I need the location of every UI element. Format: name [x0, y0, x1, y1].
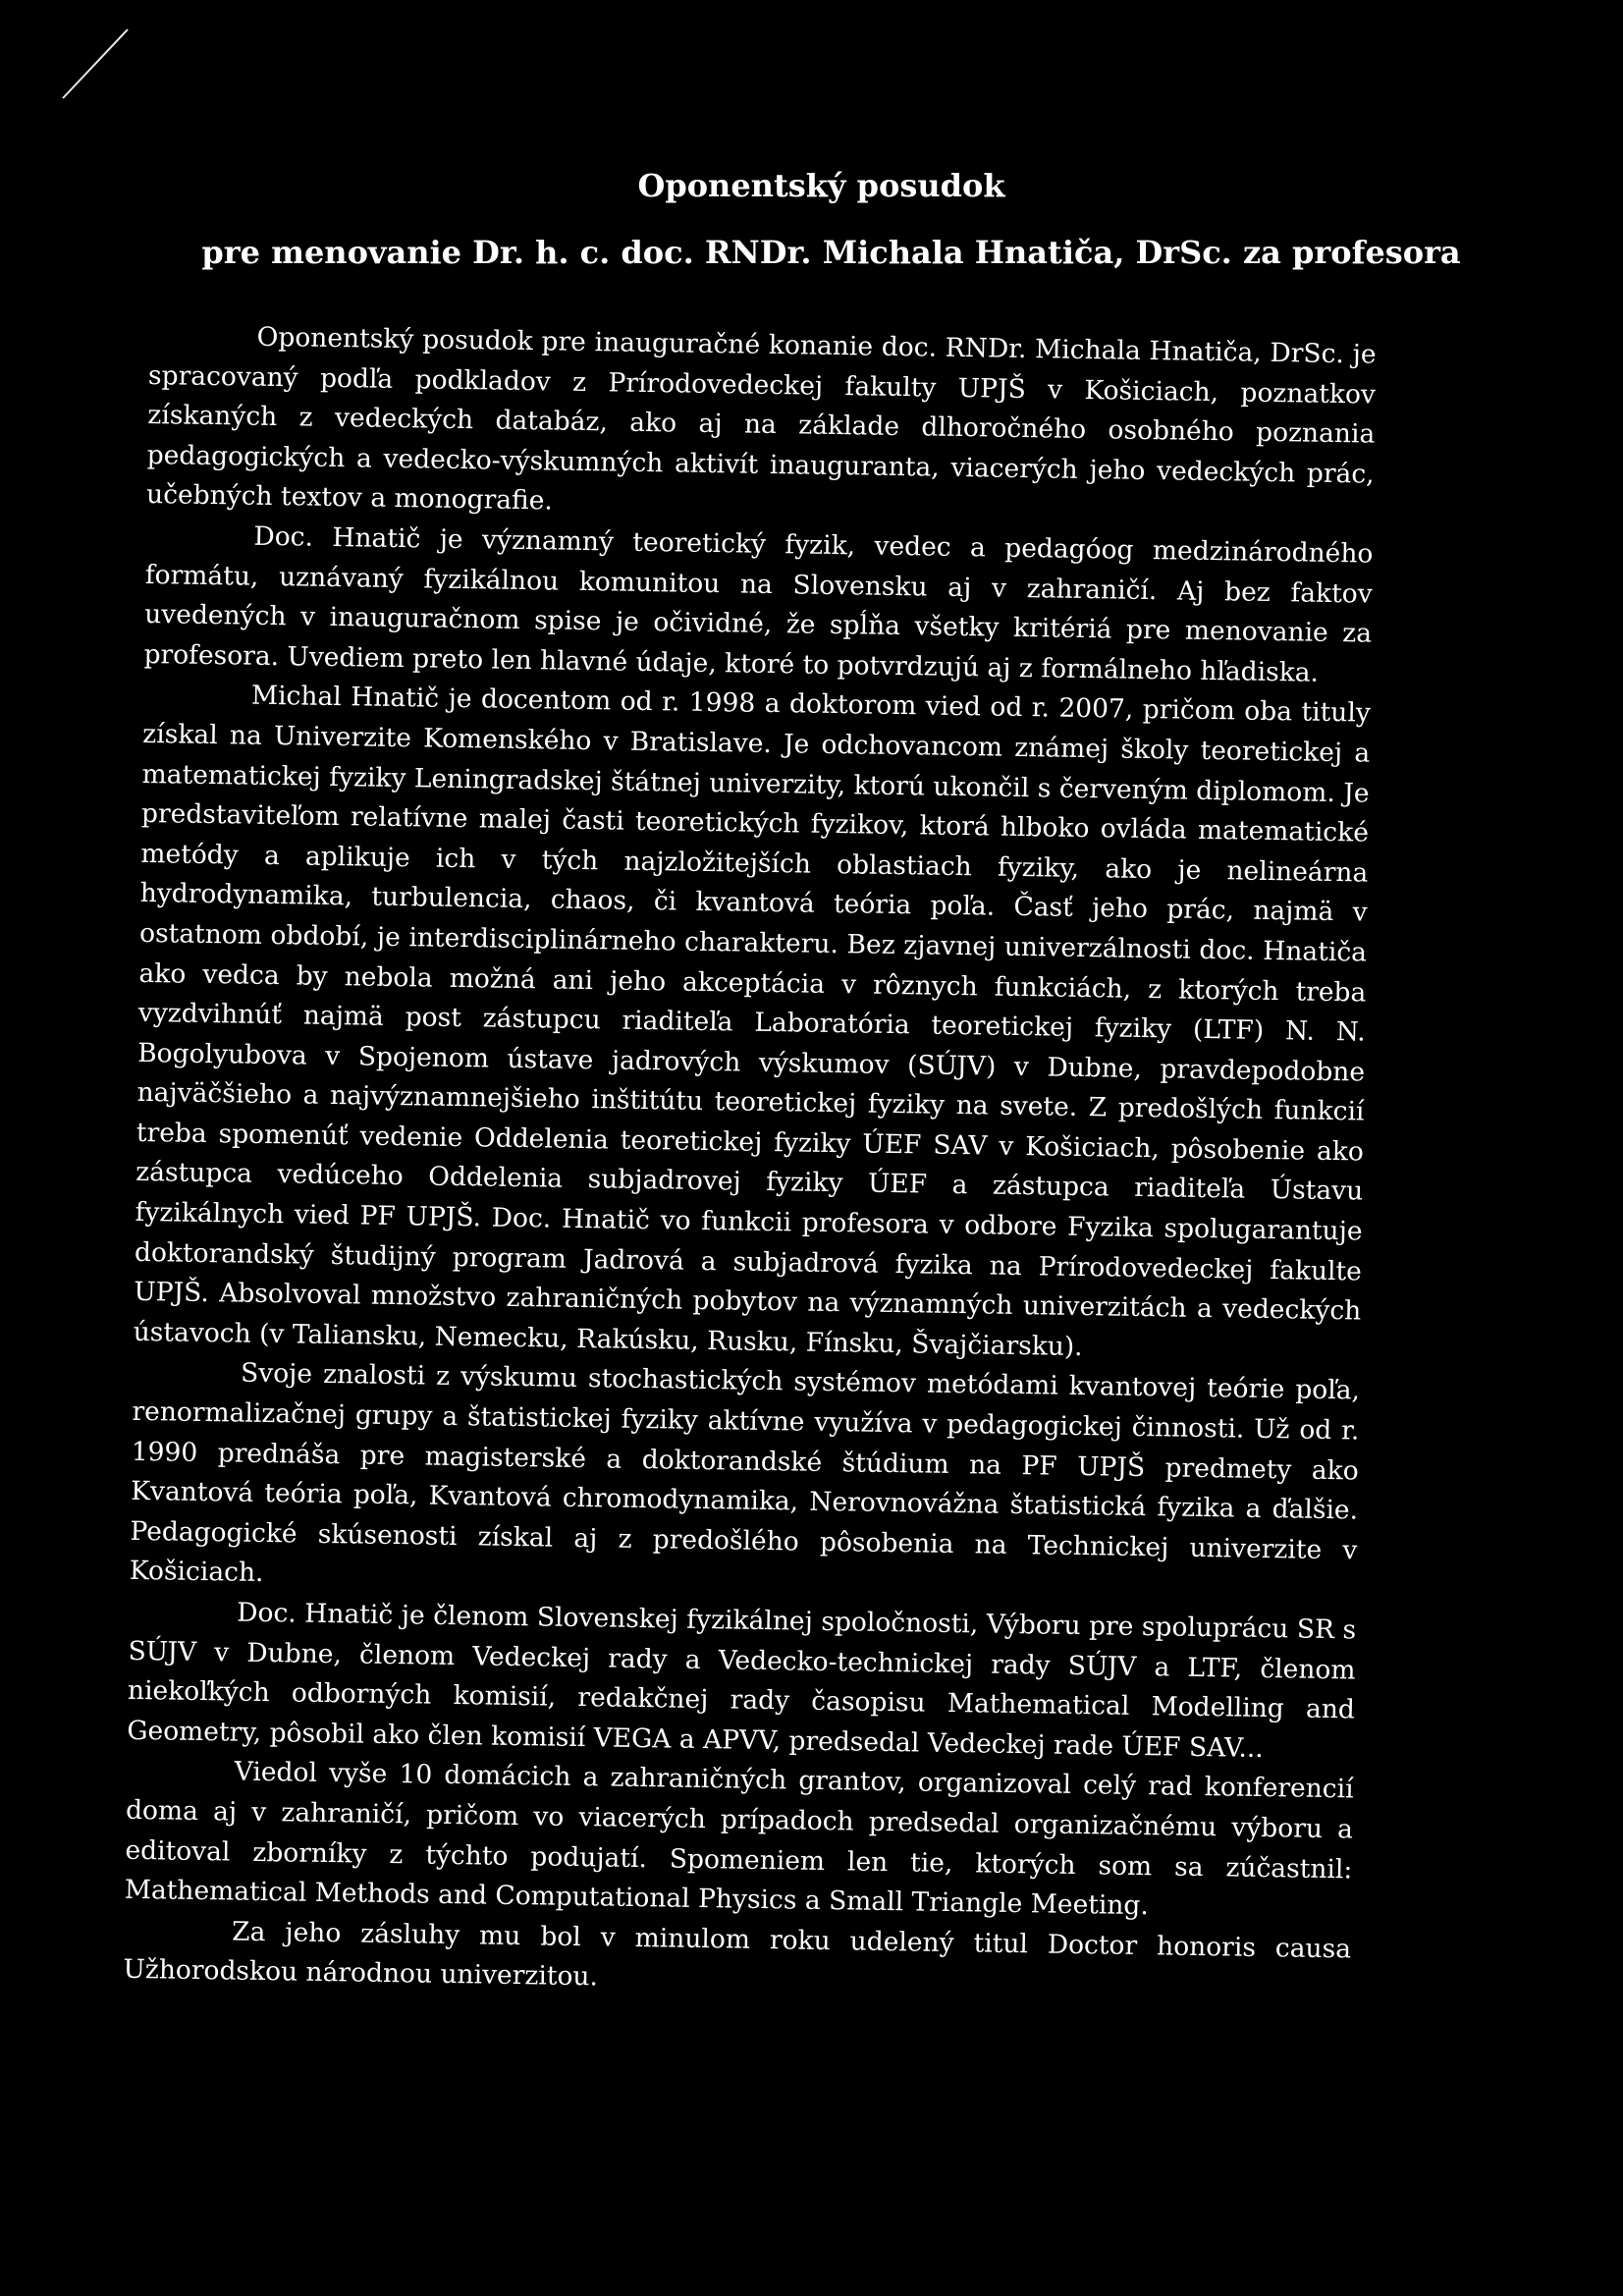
paragraph-teaching: Svoje znalosti z výskumu stochastických systémov metódami kvantovej teórie poľa, renormalizačnej grupy a štatistickej fyziky aktívne využíva v pedagogickej činnosti. Už od r. 1990 prednáša pre magisterské a doktorandské štúdium na PF UPJŠ predmety ako Kvantová teória poľa, Kvantová chromodynamika, Nerovnovážna štatistická fyzika a ďalšie. Pedagogické skúsenosti získal aj z predošlého pôsobenia na Technickej univerzite v Košiciach. [129, 1358, 1361, 1589]
document-body [123, 316, 1377, 2009]
paragraph-honoris-causa: Za jeho zásluhy mu bol v minulom roku udelený titul Doctor honoris causa Užhorodskou národnou univerzitou. [123, 1916, 1352, 1993]
pen-stroke-mark [57, 26, 135, 104]
paragraph-grants: Viedol vyše 10 domácich a zahraničných grantov, organizoval celý rad konferencií doma aj v zahraničí, pričom vo viacerých prípadoch predsedal organizačnému výboru a editoval zborníky z týchto podujatí. Spomeniem len tie, ktorých som sa zúčastnil: Mathematical Methods and Computational Physics a Small Triangle Meeting. [124, 1756, 1354, 1922]
paragraph-memberships: Doc. Hnatič je členom Slovenskej fyzikálnej spoločnosti, Výboru pre spoluprácu SR s SÚJV v Dubne, členom Vedeckej rady a Vedecko-technickej rady SÚJV a LTF, členom niekoľkých odborných komisií, redakčnej rady časopisu Mathematical Modelling and Geometry, pôsobil ako člen komisií VEGA a APVV, predsedal Vedeckej rade ÚEF SAV... [127, 1597, 1357, 1764]
document-subtitle: pre menovanie Dr. h. c. doc. RNDr. Michala Hnatiča, DrSc. za profesora [201, 234, 1461, 271]
paragraph-intro: Oponentský posudok pre inauguračné konanie doc. RNDr. Michala Hnatiča, DrSc. je spracovaný podľa podkladov z Prírodovedeckej fakulty UPJŠ v Košiciach, poznatkov získaných z vedeckých databáz, ako aj na základe dlhoročného osobného poznania pedagogických a vedecko-výskumných aktivít inauguranta, viacerých jeho vedeckých prác, učebných textov a monografie. [145, 321, 1377, 517]
paragraph-career: Michal Hnatič je docentom od r. 1998 a doktorom vied od r. 2007, pričom oba tituly získal na Univerzite Komenského v Bratislave. Je odchovancom známej školy teoretickej a matematickej fyziky Leningradskej štátnej univerzity, ktorú ukončil s červeným diplomom. Je predstaviteľom relatívne malej časti teoretických fyzikov, ktorá hlboko ovláda matematické metódy a aplikuje ich v tých najzložitejších oblastiach fyziky, ako je nelineárna hydrodynamika, turbulencia, chaos, či kvantová teória poľa. Časť jeho prác, najmä v ostatnom období, je interdisciplinárneho charakteru. Bez zjavnej univerzálnosti doc. Hnatiča ako vedca by nebola možná ani jeho akceptácia v rôznych funkciách, z ktorých treba vyzdvihnúť najmä post zástupcu riaditeľa Laboratória teoretickej fyziky (LTF) N. N. Bogolyubova v Spojenom ústave jadrových výskumov (SÚJV) v Dubne, pravdepodobne najväčšieho a najvýznamnejšieho inštitútu teoretickej fyziky na svete. Z predošlých funkcií treba spomenúť vedenie Oddelenia teoretickej fyziky ÚEF SAV v Košiciach, pôsobenie ako zástupca vedúceho Oddelenia subjadrovej fyziky ÚEF a zástupca riaditeľa Ústavu fyzikálnych vied PF UPJŠ. Doc. Hnatič vo funkcii profesora v odbore Fyzika spolugarantuje doktorandský študijný program Jadrová a subjadrová fyzika na Prírodovedeckej fakulte UPJŠ. Absolvoval množstvo zahraničných pobytov na významných univerzitách a vedeckých ústavoch (v Taliansku, Nemecku, Rakúsku, Rusku, Fínsku, Švajčiarsku). [133, 681, 1372, 1362]
document-title: Oponentský posudok [637, 167, 1005, 204]
paragraph-reputation: Doc. Hnatič je významný teoretický fyzik, vedec a pedagóog medzinárodného formátu, uznávaný fyzikálnou komunitou na Slovensku aj v zahraničí. Aj bez faktov uvedených v inauguračnom spise je očividné, že spĺňa všetky kritériá pre menovanie za profesora. Uvediem preto len hlavné údaje, ktoré to potvrdzujú aj z formálneho hľadiska. [143, 520, 1374, 688]
